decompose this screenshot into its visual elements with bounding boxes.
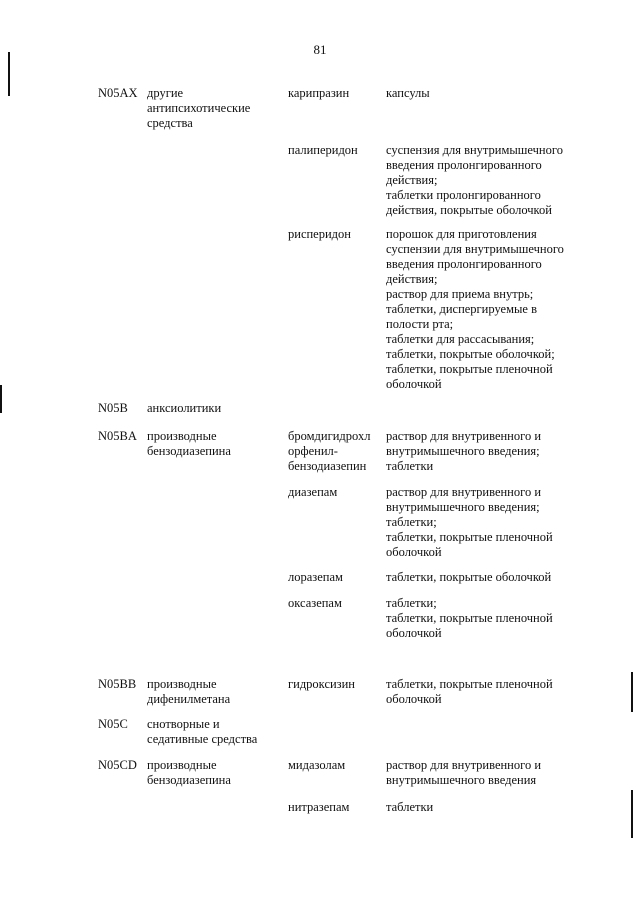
dosage-form: таблетки; таблетки, покрытые пленочной оболочкой	[386, 596, 553, 640]
drug-name: нитразепам	[288, 800, 350, 814]
atc-code: N05BB	[98, 677, 137, 691]
dosage-form: таблетки, покрытые оболочкой	[386, 570, 552, 584]
atc-group: анксиолитики	[147, 401, 222, 415]
dosage-form: капсулы	[386, 86, 430, 100]
atc-group: производные бензодиазепина	[147, 429, 231, 458]
drug-name: палиперидон	[288, 143, 358, 157]
atc-group: снотворные и седативные средства	[147, 717, 258, 746]
page-number: 81	[313, 42, 327, 57]
scan-edge-mark-left-top	[8, 52, 10, 96]
scan-edge-mark-right-a	[631, 672, 633, 712]
drug-name: карипразин	[288, 86, 350, 100]
dosage-form: порошок для приготовления суспензии для внутримышечного введения пролонгированного действия; раствор для приема внутрь; таблетки, диспергируемые в полости рта; таблетки для рассасывания; таблетки, покрытые оболочкой; таблетки, покрытые пленочной оболочкой	[386, 227, 564, 391]
drug-name: рисперидон	[288, 227, 351, 241]
drug-name: мидазолам	[288, 758, 346, 772]
drug-name: лоразепам	[288, 570, 343, 584]
scan-edge-mark-left-mid	[0, 385, 2, 413]
dosage-form: суспензия для внутримышечного введения пролонгированного действия; таблетки пролонгированного действия, покрытые оболочкой	[386, 143, 563, 217]
drug-name: оксазепам	[288, 596, 342, 610]
dosage-form: раствор для внутривенного и внутримышечного введения; таблетки; таблетки, покрытые пленочной оболочкой	[386, 485, 553, 559]
scan-edge-mark-right-b	[631, 790, 633, 838]
drug-name: гидроксизин	[288, 677, 355, 691]
dosage-form: таблетки, покрытые пленочной оболочкой	[386, 677, 553, 706]
dosage-form: таблетки	[386, 800, 434, 814]
atc-code: N05CD	[98, 758, 137, 772]
drug-name: диазепам	[288, 485, 338, 499]
atc-code: N05C	[98, 717, 128, 731]
atc-code: N05B	[98, 401, 128, 415]
atc-group: другие антипсихотические средства	[147, 86, 251, 130]
atc-group: производные дифенилметана	[147, 677, 231, 706]
atc-code: N05BA	[98, 429, 137, 443]
atc-group: производные бензодиазепина	[147, 758, 231, 787]
dosage-form: раствор для внутривенного и внутримышечного введения; таблетки	[386, 429, 542, 473]
drug-name: бромдигидрохл орфенил- бензодиазепин	[288, 429, 371, 473]
dosage-form: раствор для внутривенного и внутримышечного введения	[386, 758, 542, 787]
atc-code: N05AX	[98, 86, 138, 100]
